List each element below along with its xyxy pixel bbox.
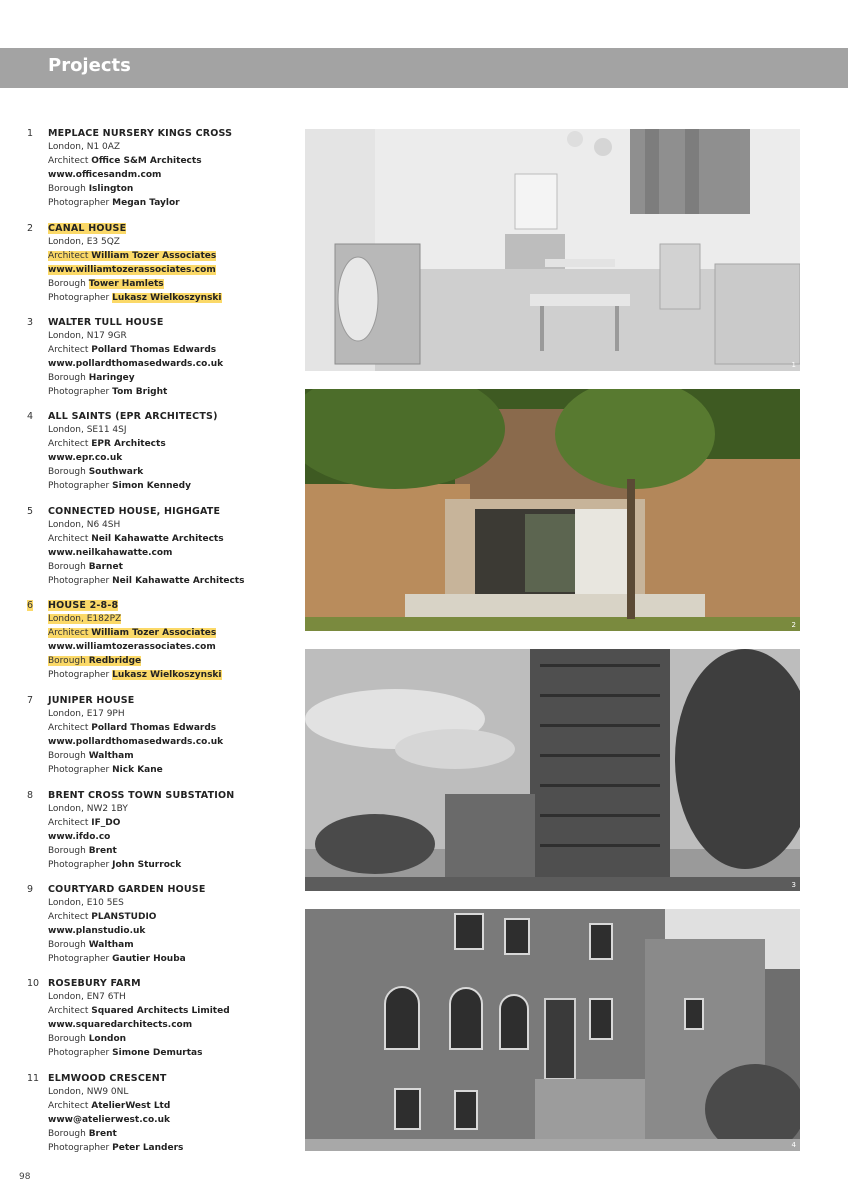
project-photographer: Photographer Lukasz Wielkoszynski: [48, 670, 222, 680]
project-website[interactable]: www.pollardthomasedwards.co.uk: [48, 359, 224, 369]
project-photographer: Photographer Gautier Houba: [48, 954, 186, 964]
project-architect: Architect Neil Kahawatte Architects: [48, 534, 224, 544]
project-number: 1: [27, 128, 34, 139]
project-address: London, E10 5ES: [48, 898, 124, 908]
project-borough: Borough Waltham: [48, 940, 134, 950]
photo-connected-house-garden: [305, 389, 800, 631]
project-name: ALL SAINTS (EPR ARCHITECTS): [48, 411, 218, 422]
project-borough: Borough London: [48, 1034, 127, 1044]
project-website[interactable]: www.ifdo.co: [48, 832, 111, 842]
project-website[interactable]: www.officesandm.com: [48, 170, 162, 180]
project-address: London, EN7 6TH: [48, 992, 126, 1002]
project-architect: Architect Pollard Thomas Edwards: [48, 723, 217, 733]
project-name: MEPLACE NURSERY KINGS CROSS: [48, 128, 233, 139]
photo-tower-block: [305, 649, 800, 891]
project-number: 11: [27, 1073, 40, 1084]
project-photographer: Photographer Lukasz Wielkoszynski: [48, 293, 222, 303]
project-borough: Borough Barnet: [48, 562, 123, 572]
project-address: London, NW2 1BY: [48, 804, 128, 814]
project-photographer: Photographer Tom Bright: [48, 387, 168, 397]
photo-number: 3: [791, 881, 796, 889]
project-number: 4: [27, 411, 34, 422]
project-name: BRENT CROSS TOWN SUBSTATION: [48, 790, 235, 801]
brick-building-image: [305, 909, 800, 1151]
project-website[interactable]: www.williamtozerassociates.com: [48, 642, 216, 652]
project-photographer: Photographer Simon Kennedy: [48, 481, 191, 491]
project-architect: Architect Pollard Thomas Edwards: [48, 345, 217, 355]
project-architect: Architect William Tozer Associates: [48, 628, 217, 638]
project-website[interactable]: www.pollardthomasedwards.co.uk: [48, 737, 224, 747]
page-number: 98: [19, 1172, 31, 1182]
project-website[interactable]: www.planstudio.uk: [48, 926, 146, 936]
photo-brick-building: [305, 909, 800, 1151]
project-address: London, NW9 0NL: [48, 1087, 129, 1097]
project-website[interactable]: www.neilkahawatte.com: [48, 548, 173, 558]
page-title: Projects: [48, 55, 131, 76]
project-number: 5: [27, 506, 34, 517]
project-name: COURTYARD GARDEN HOUSE: [48, 884, 206, 895]
project-address: London, N17 9GR: [48, 331, 127, 341]
project-photographer: Photographer Nick Kane: [48, 765, 163, 775]
project-architect: Architect William Tozer Associates: [48, 251, 217, 261]
project-number: 6: [27, 600, 34, 611]
project-borough: Borough Tower Hamlets: [48, 279, 164, 289]
photo-number: 2: [791, 621, 796, 629]
section-header-bar: [0, 48, 848, 88]
project-address: London, N6 4SH: [48, 520, 121, 530]
project-name: HOUSE 2-8-8: [48, 600, 119, 611]
project-architect: Architect PLANSTUDIO: [48, 912, 157, 922]
project-photographer: Photographer Neil Kahawatte Architects: [48, 576, 245, 586]
photo-nursery-interior: [305, 129, 800, 371]
project-website[interactable]: www.epr.co.uk: [48, 453, 123, 463]
project-architect: Architect IF_DO: [48, 818, 121, 828]
project-address: London, SE11 4SJ: [48, 425, 127, 435]
project-photographer: Photographer Megan Taylor: [48, 198, 180, 208]
project-borough: Borough Haringey: [48, 373, 135, 383]
project-number: 8: [27, 790, 34, 801]
project-number: 10: [27, 978, 40, 989]
project-borough: Borough Southwark: [48, 467, 144, 477]
project-name: WALTER TULL HOUSE: [48, 317, 164, 328]
project-photographer: Photographer Peter Landers: [48, 1143, 184, 1153]
project-website[interactable]: www.squaredarchitects.com: [48, 1020, 193, 1030]
project-name: JUNIPER HOUSE: [48, 695, 135, 706]
garden-house-image: [305, 389, 800, 631]
tower-block-image: [305, 649, 800, 891]
nursery-interior-image: [305, 129, 800, 371]
project-name: ELMWOOD CRESCENT: [48, 1073, 167, 1084]
project-photographer: Photographer John Sturrock: [48, 860, 182, 870]
project-number: 3: [27, 317, 34, 328]
photo-number: 4: [791, 1141, 796, 1149]
project-borough: Borough Redbridge: [48, 656, 142, 666]
project-number: 2: [27, 223, 34, 234]
project-name: CANAL HOUSE: [48, 223, 127, 234]
project-architect: Architect EPR Architects: [48, 439, 166, 449]
project-borough: Borough Islington: [48, 184, 134, 194]
project-address: London, E182PZ: [48, 614, 122, 624]
project-photographer: Photographer Simone Demurtas: [48, 1048, 203, 1058]
project-architect: Architect AtelierWest Ltd: [48, 1101, 171, 1111]
project-address: London, E17 9PH: [48, 709, 125, 719]
project-architect: Architect Squared Architects Limited: [48, 1006, 230, 1016]
project-name: CONNECTED HOUSE, HIGHGATE: [48, 506, 221, 517]
project-name: ROSEBURY FARM: [48, 978, 141, 989]
project-architect: Architect Office S&M Architects: [48, 156, 202, 166]
project-website[interactable]: www@atelierwest.co.uk: [48, 1115, 170, 1125]
project-borough: Borough Brent: [48, 1129, 117, 1139]
project-borough: Borough Brent: [48, 846, 117, 856]
photo-number: 1: [791, 361, 796, 369]
project-address: London, N1 0AZ: [48, 142, 121, 152]
project-website[interactable]: www.williamtozerassociates.com: [48, 265, 216, 275]
project-borough: Borough Waltham: [48, 751, 134, 761]
project-address: London, E3 5QZ: [48, 237, 120, 247]
project-number: 9: [27, 884, 34, 895]
project-number: 7: [27, 695, 34, 706]
